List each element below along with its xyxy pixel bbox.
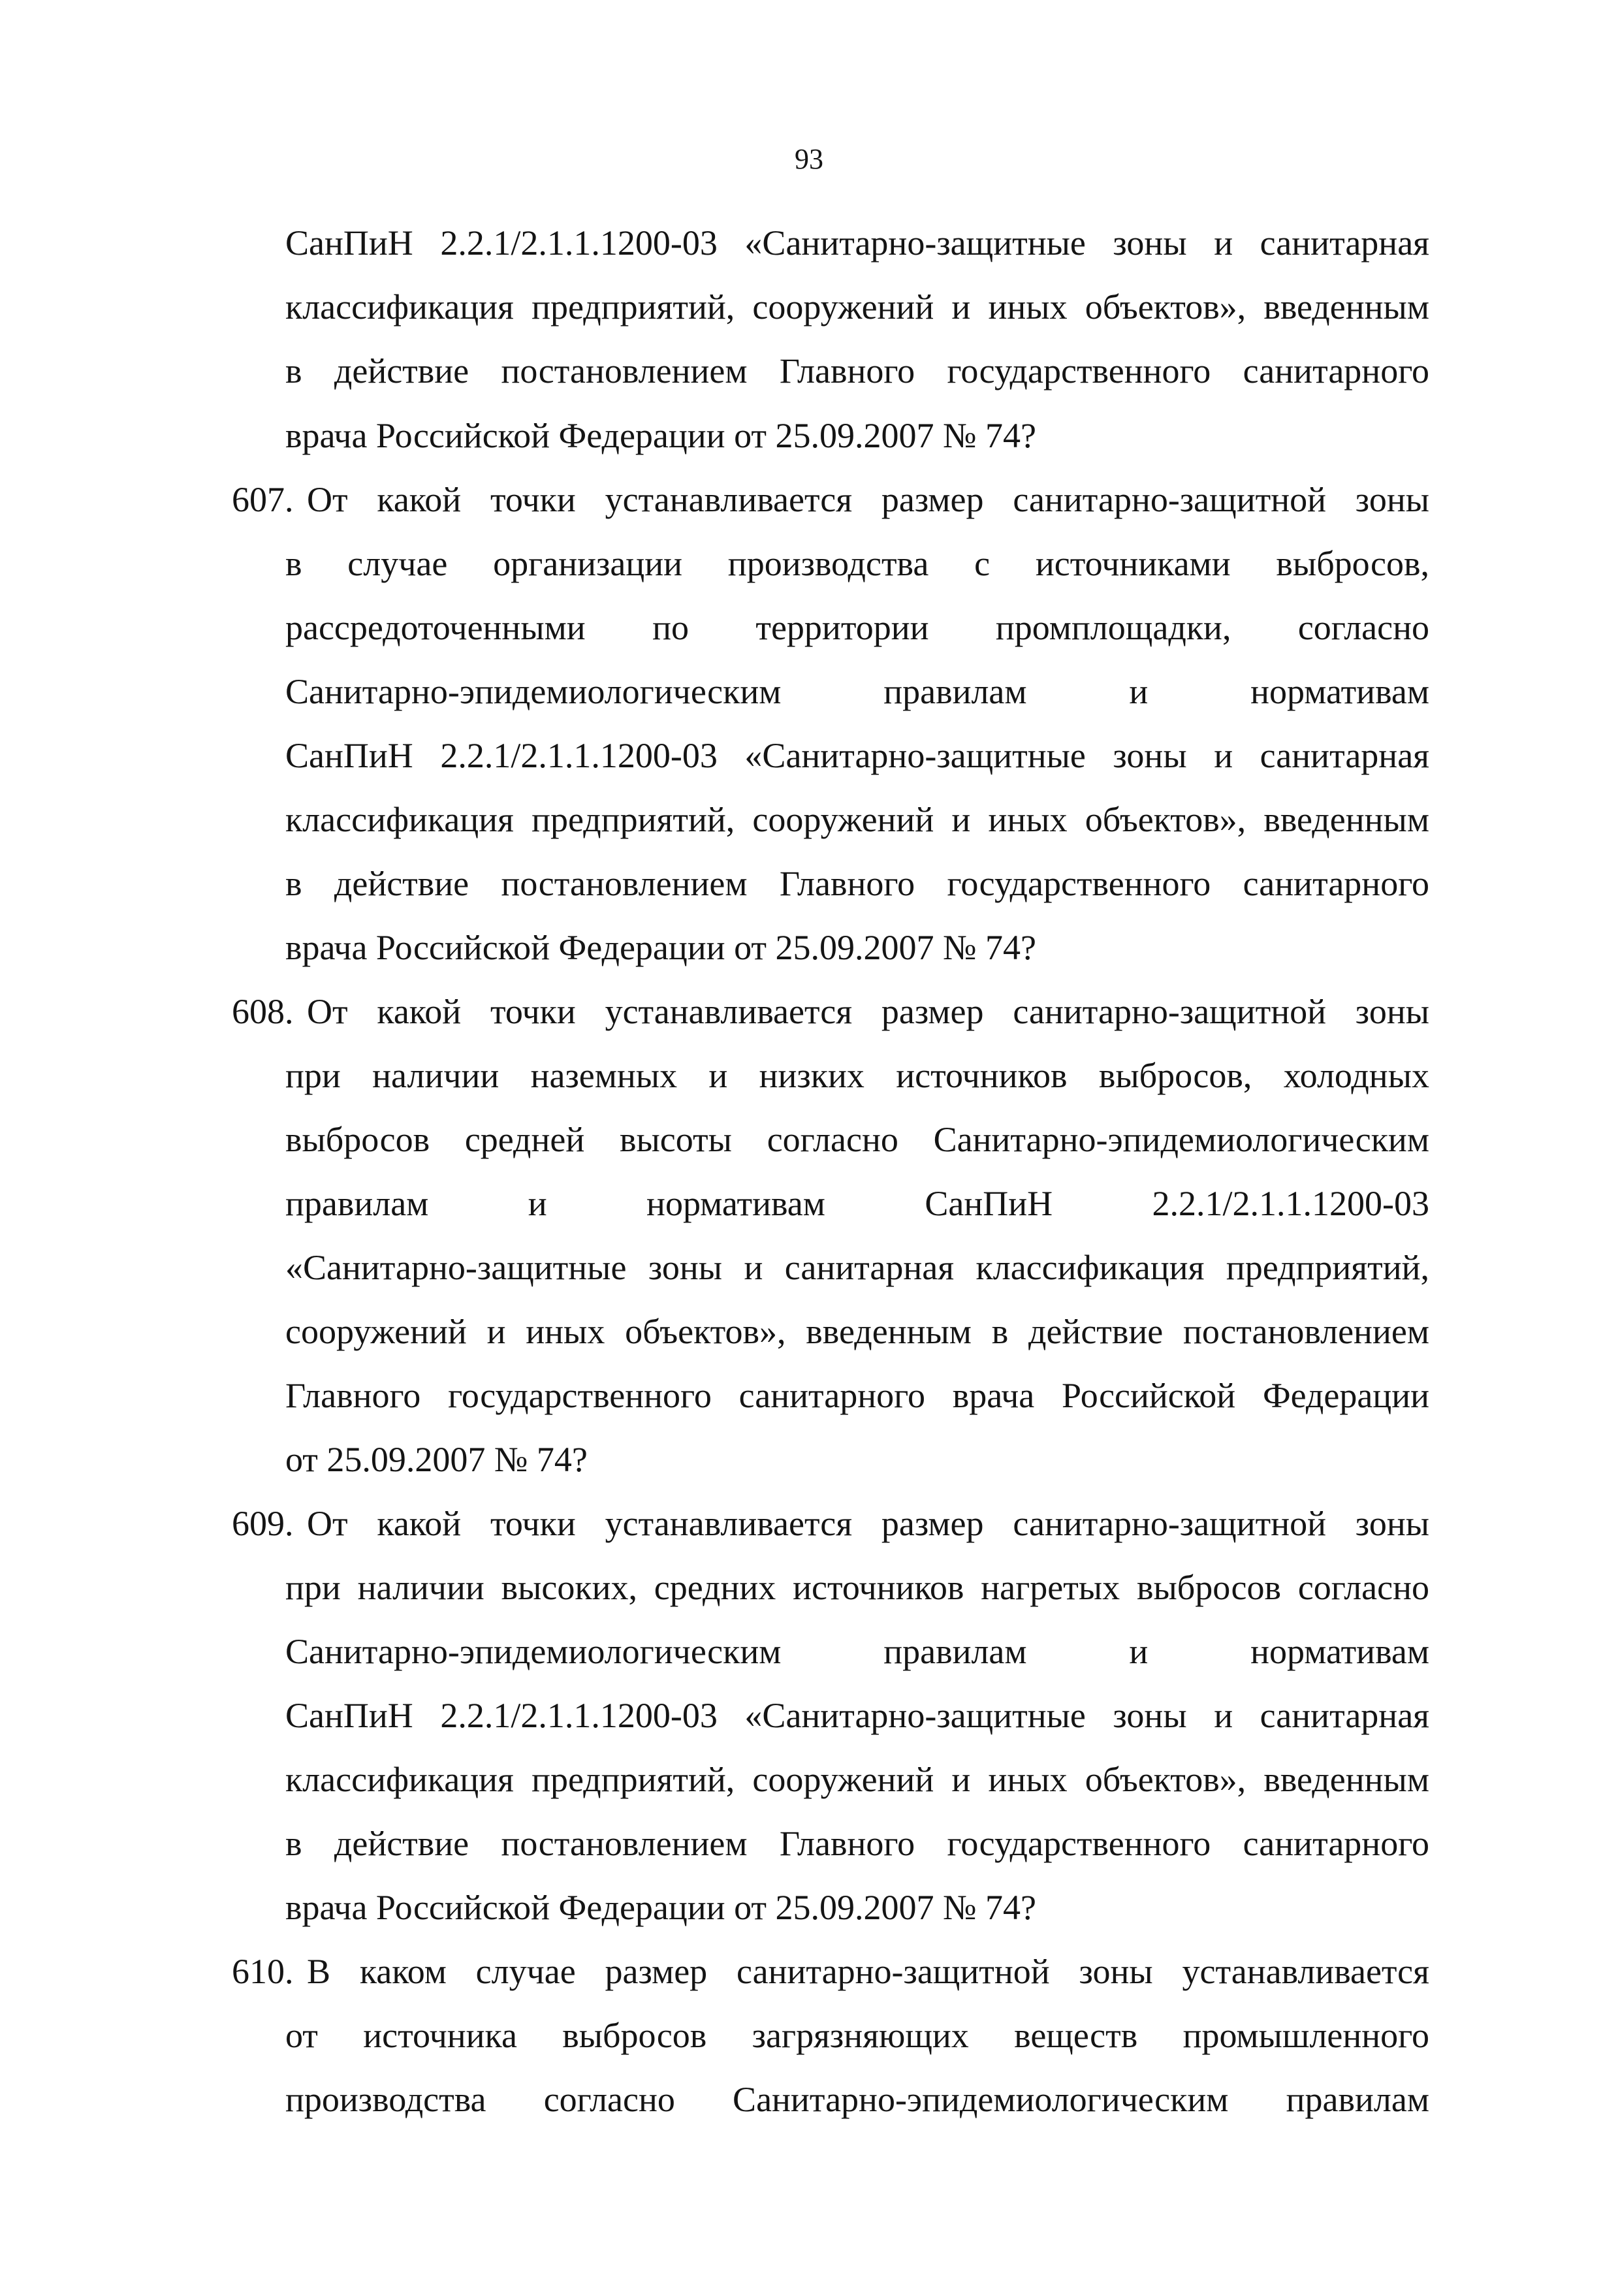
text-line: «Санитарно-защитные зоны и санитарная классификация предприятий, [285, 1248, 1429, 1287]
text-line: правилам и нормативам СанПиН 2.2.1/2.1.1.1200-03 [285, 1184, 1429, 1223]
text-line: В каком случае размер санитарно-защитной зоны устанавливается [307, 1952, 1429, 1991]
text-line: производства согласно Санитарно-эпидемиологическим правилам [285, 2080, 1429, 2119]
text-line: От какой точки устанавливается размер санитарно-защитной зоны [307, 480, 1429, 519]
question-number: 610. [232, 1952, 294, 1991]
text-line: Санитарно-эпидемиологическим правилам и нормативам [285, 1632, 1429, 1671]
text-line: в случае организации производства с источниками выбросов, [285, 544, 1429, 583]
text-line: врача Российской Федерации от 25.09.2007 № 74? [285, 1888, 1036, 1927]
question-number: 609. [232, 1504, 294, 1543]
text-line: от 25.09.2007 № 74? [285, 1440, 588, 1479]
text-line: Санитарно-эпидемиологическим правилам и нормативам [285, 672, 1429, 711]
text-line: в действие постановлением Главного государственного санитарного [285, 1824, 1429, 1863]
question-number: 607. [232, 480, 294, 519]
text-line: классификация предприятий, сооружений и иных объектов», введенным [285, 800, 1429, 839]
text-line: От какой точки устанавливается размер санитарно-защитной зоны [307, 1504, 1429, 1543]
text-line: при наличии наземных и низких источников выбросов, холодных [285, 1056, 1429, 1095]
text-line: при наличии высоких, средних источников нагретых выбросов согласно [285, 1568, 1429, 1607]
text-line: в действие постановлением Главного государственного санитарного [285, 864, 1429, 903]
text-line: классификация предприятий, сооружений и иных объектов», введенным [285, 1760, 1429, 1799]
question-number: 608. [232, 992, 294, 1031]
text-line: классификация предприятий, сооружений и иных объектов», введенным [285, 287, 1429, 327]
text-line: рассредоточенными по территории промплощадки, согласно [285, 608, 1429, 647]
text-line: от источника выбросов загрязняющих веществ промышленного [285, 2016, 1429, 2055]
text-line: От какой точки устанавливается размер санитарно-защитной зоны [307, 992, 1429, 1031]
text-line: в действие постановлением Главного государственного санитарного [285, 351, 1429, 391]
text-line: выбросов средней высоты согласно Санитарно-эпидемиологическим [285, 1120, 1429, 1159]
text-line: сооружений и иных объектов», введенным в действие постановлением [285, 1312, 1429, 1351]
page-number: 93 [795, 143, 823, 175]
text-line: СанПиН 2.2.1/2.1.1.1200-03 «Санитарно-защитные зоны и санитарная [285, 1696, 1429, 1735]
text-line: врача Российской Федерации от 25.09.2007 № 74? [285, 928, 1036, 967]
text-line: СанПиН 2.2.1/2.1.1.1200-03 «Санитарно-защитные зоны и санитарная [285, 223, 1429, 263]
text-line: врача Российской Федерации от 25.09.2007 № 74? [285, 416, 1036, 455]
text-line: СанПиН 2.2.1/2.1.1.1200-03 «Санитарно-защитные зоны и санитарная [285, 736, 1429, 775]
text-line: Главного государственного санитарного врача Российской Федерации [285, 1376, 1429, 1415]
